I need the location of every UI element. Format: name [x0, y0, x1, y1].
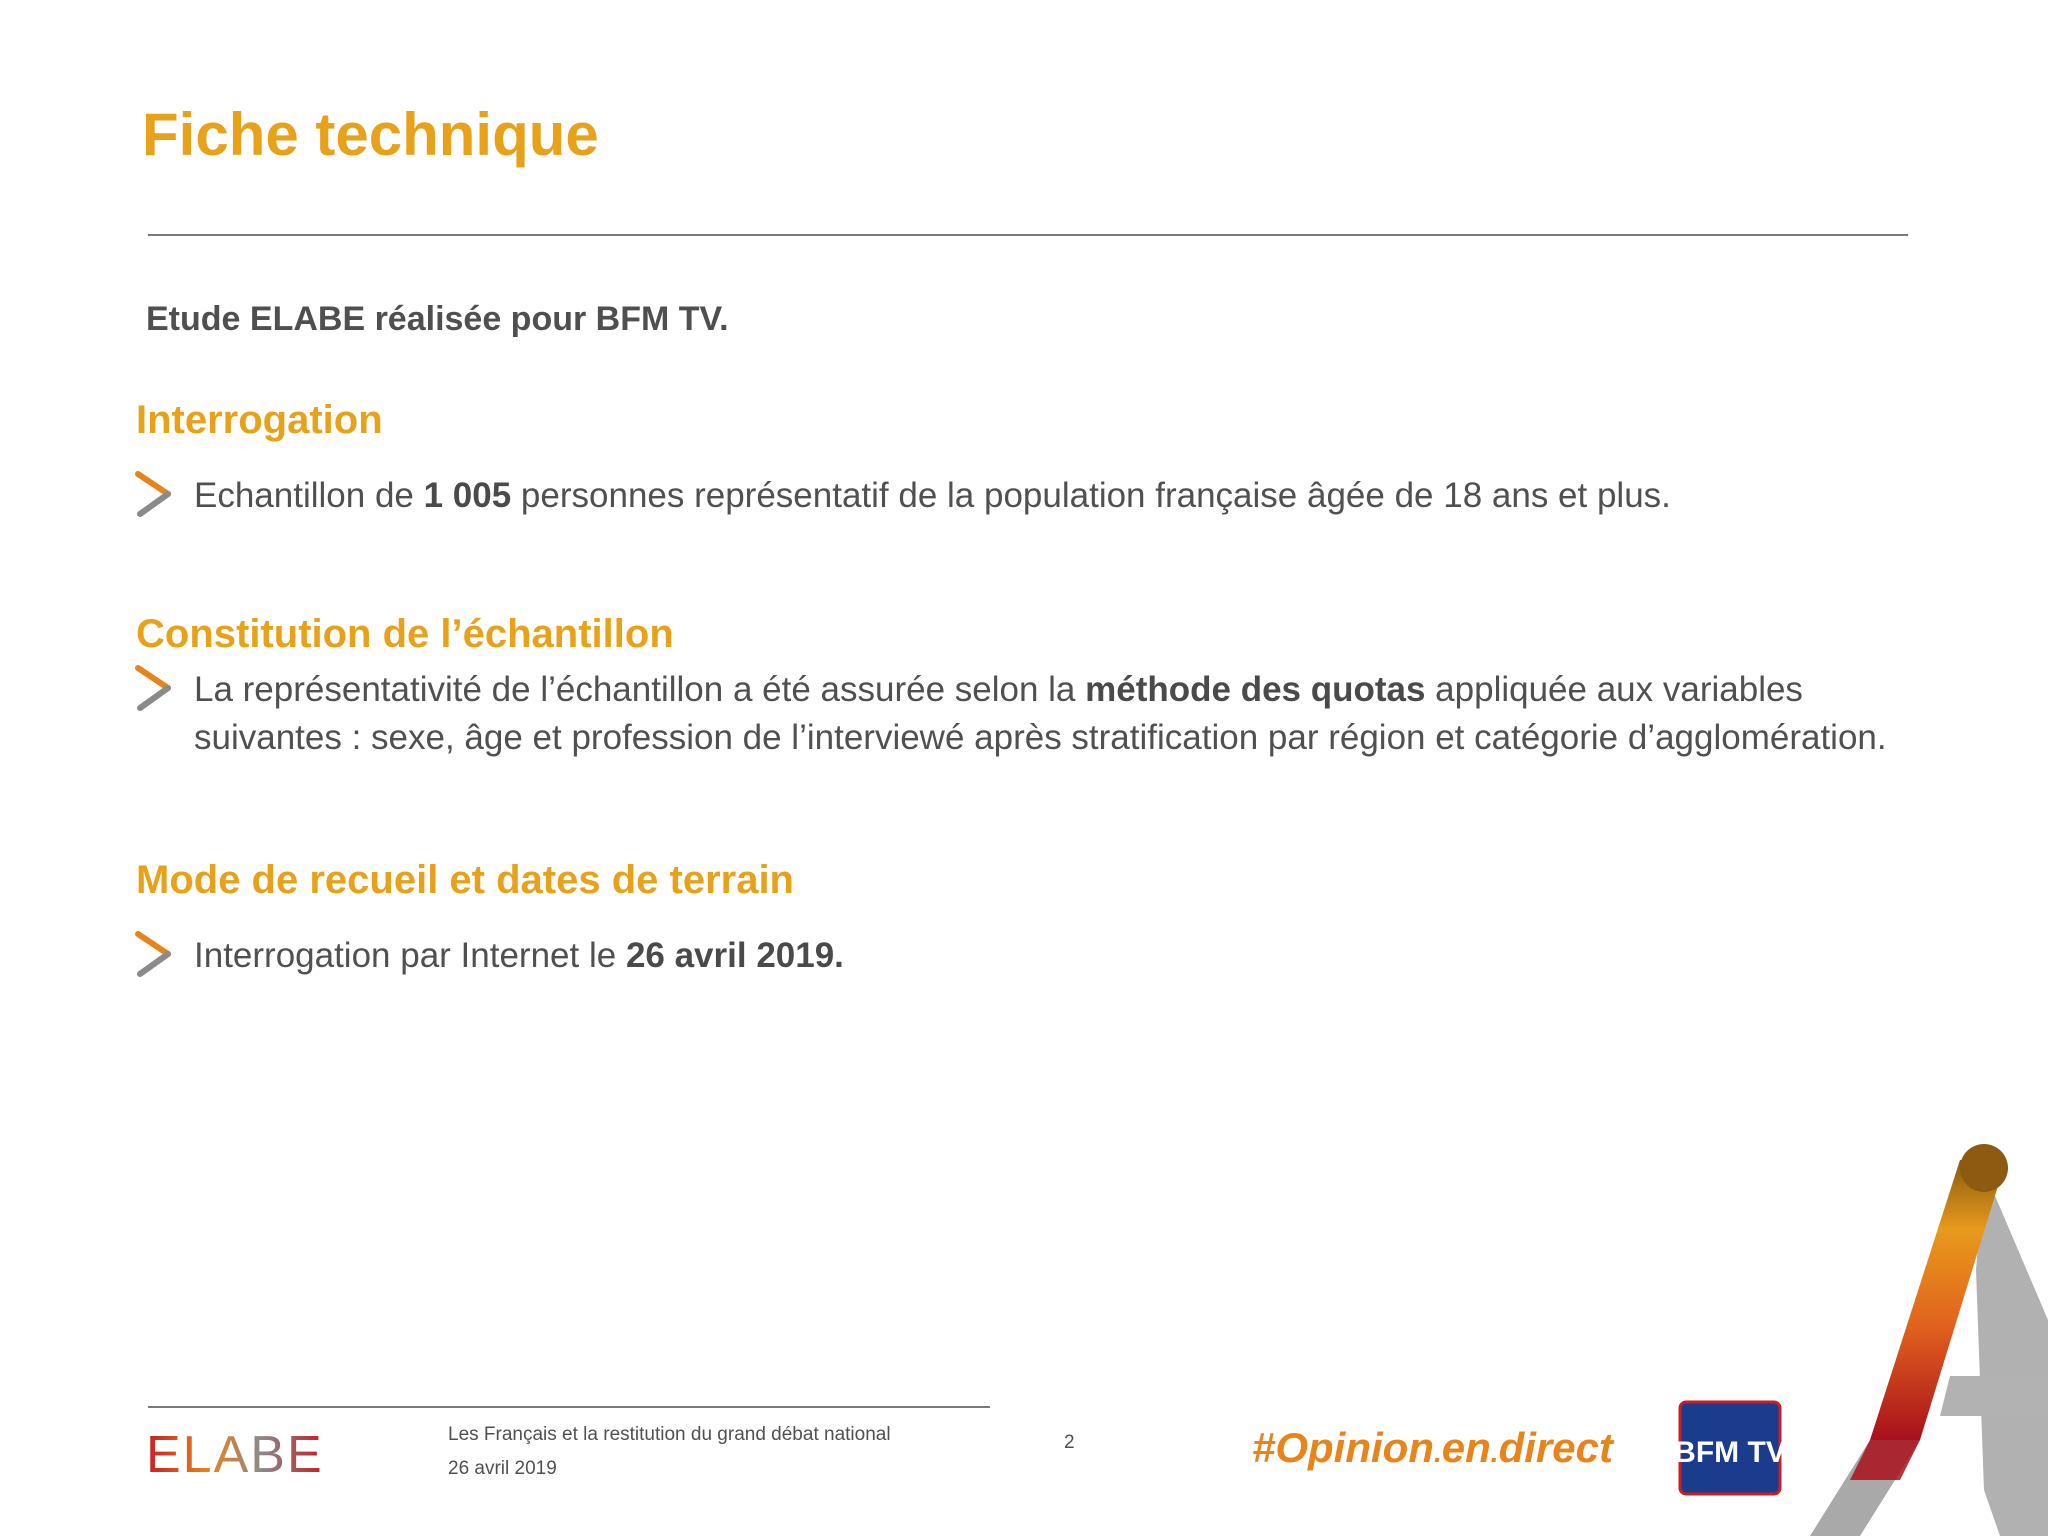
page-number: 2	[1064, 1432, 1075, 1453]
chevron-bullet-icon	[134, 664, 174, 714]
section-heading-interrogation: Interrogation	[136, 398, 383, 442]
elabe-logo	[146, 1426, 326, 1484]
elabe-logo-text: ELABE	[146, 1426, 324, 1484]
section-heading-mode: Mode de recueil et dates de terrain	[136, 858, 794, 902]
bullet-text: Interrogation par Internet le 26 avril 2019.	[194, 936, 844, 975]
bullet-text: La représentativité de l’échantillon a été assurée selon la méthode des quotas appliquée aux variables suivantes : sexe, âge et profession de l’interviewé après stratification par région et catégorie d’agglomération.	[194, 670, 1887, 757]
bullet-quota-method	[134, 666, 1914, 762]
section-heading-constitution: Constitution de l’échantillon	[136, 612, 674, 656]
chevron-bullet-icon	[134, 470, 174, 520]
bullet-field-dates	[134, 932, 1934, 980]
title-divider	[148, 234, 1908, 236]
page-title: Fiche technique	[142, 101, 599, 168]
footer-study-date: 26 avril 2019	[448, 1458, 557, 1479]
footer-divider	[148, 1406, 990, 1408]
bullet-sample-size	[134, 472, 1934, 520]
bfm-logo-text: BFM TV	[1674, 1436, 1786, 1469]
elabe-a-decoration-icon	[1800, 1140, 2048, 1536]
bfm-tv-logo	[1674, 1396, 1786, 1500]
bullet-text: Echantillon de 1 005 personnes représentatif de la population française âgée de 18 ans et plus.	[194, 476, 1671, 515]
study-intro: Etude ELABE réalisée pour BFM TV.	[146, 300, 729, 338]
chevron-bullet-icon	[134, 930, 174, 980]
footer-study-title: Les Français et la restitution du grand débat national	[448, 1424, 891, 1445]
opinion-hashtag: #Opinion.en.direct	[1252, 1424, 1613, 1471]
